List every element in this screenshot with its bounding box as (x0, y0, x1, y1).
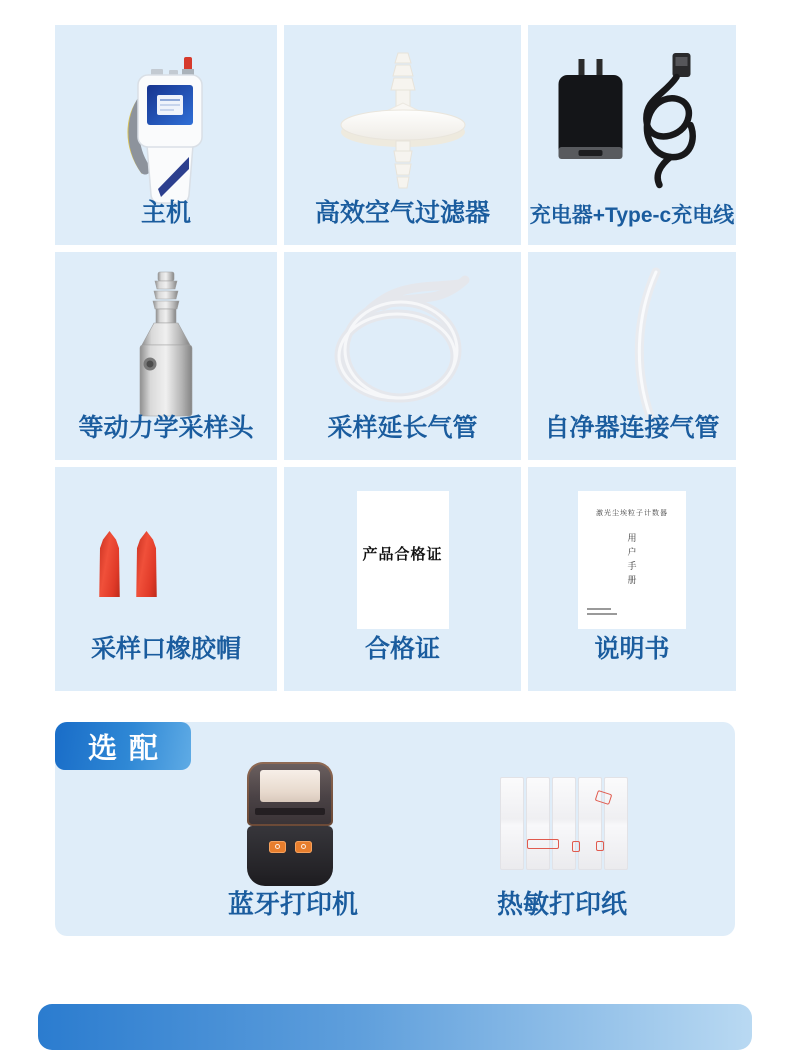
paper-red-stamp (596, 841, 604, 851)
accessory-label: 采样口橡胶帽 (90, 635, 241, 663)
accessory-label: 充电器+Type-c充电线 (529, 204, 735, 227)
certificate-image (357, 491, 449, 629)
printer-lid (247, 762, 333, 826)
accessory-label: 合格证 (364, 635, 440, 663)
printer-feed-button (295, 841, 312, 853)
manual-header-text: 激光尘埃粒子计数器 (596, 509, 668, 517)
charger-and-cable-image (545, 47, 720, 197)
optional-item-label: 蓝牙打印机 (227, 889, 358, 919)
cell-hepa-filter (284, 25, 521, 245)
cell-certificate (284, 467, 521, 691)
accessory-label: 高效空气过滤器 (314, 199, 490, 227)
cell-sampling-head (55, 252, 277, 460)
optional-item-label: 热敏打印纸 (496, 889, 627, 919)
printer-paper-slit (255, 808, 325, 815)
manual-footer-lines (587, 605, 617, 615)
footer-decoration-bar (38, 1004, 752, 1050)
accessory-label: 等动力学采样头 (78, 414, 254, 442)
thermal-paper-image (500, 777, 628, 870)
bluetooth-printer-image (247, 762, 333, 886)
main-unit-image (111, 45, 221, 205)
purifier-connection-tube-image (610, 264, 680, 424)
cell-extension-tube (284, 252, 521, 460)
paper-roll (604, 777, 628, 870)
cell-charger-cable (528, 25, 736, 245)
hepa-air-filter-image (328, 45, 478, 197)
isokinetic-sampling-head-image (120, 268, 212, 420)
manual-vertical-title: 用户手册 (627, 533, 637, 585)
cell-rubber-caps (55, 467, 277, 691)
printer-power-button (269, 841, 286, 853)
cell-purifier-tube (528, 252, 736, 460)
accessory-label: 自净器连接气管 (544, 414, 720, 442)
optional-badge: 选配 (55, 722, 191, 770)
paper-red-stamp (572, 841, 580, 852)
optional-accessories-panel (55, 722, 735, 936)
accessory-label: 采样延长气管 (327, 414, 478, 442)
cell-manual (528, 467, 736, 691)
sampling-extension-tube-image (313, 266, 493, 418)
sampling-port-rubber-caps-image (97, 531, 159, 597)
accessories-grid (55, 25, 736, 691)
accessory-label: 说明书 (594, 635, 670, 663)
certificate-title: 产品合格证 (362, 545, 443, 563)
paper-red-stamp (527, 839, 559, 849)
printer-paper-roll (260, 770, 320, 802)
paper-roll (552, 777, 576, 870)
paper-roll (526, 777, 550, 870)
accessory-label: 主机 (140, 199, 191, 227)
rubber-cap (134, 531, 159, 597)
paper-roll (500, 777, 524, 870)
printer-body (247, 826, 333, 886)
user-manual-image (578, 491, 686, 629)
cell-main-unit (55, 25, 277, 245)
rubber-cap (97, 531, 122, 597)
